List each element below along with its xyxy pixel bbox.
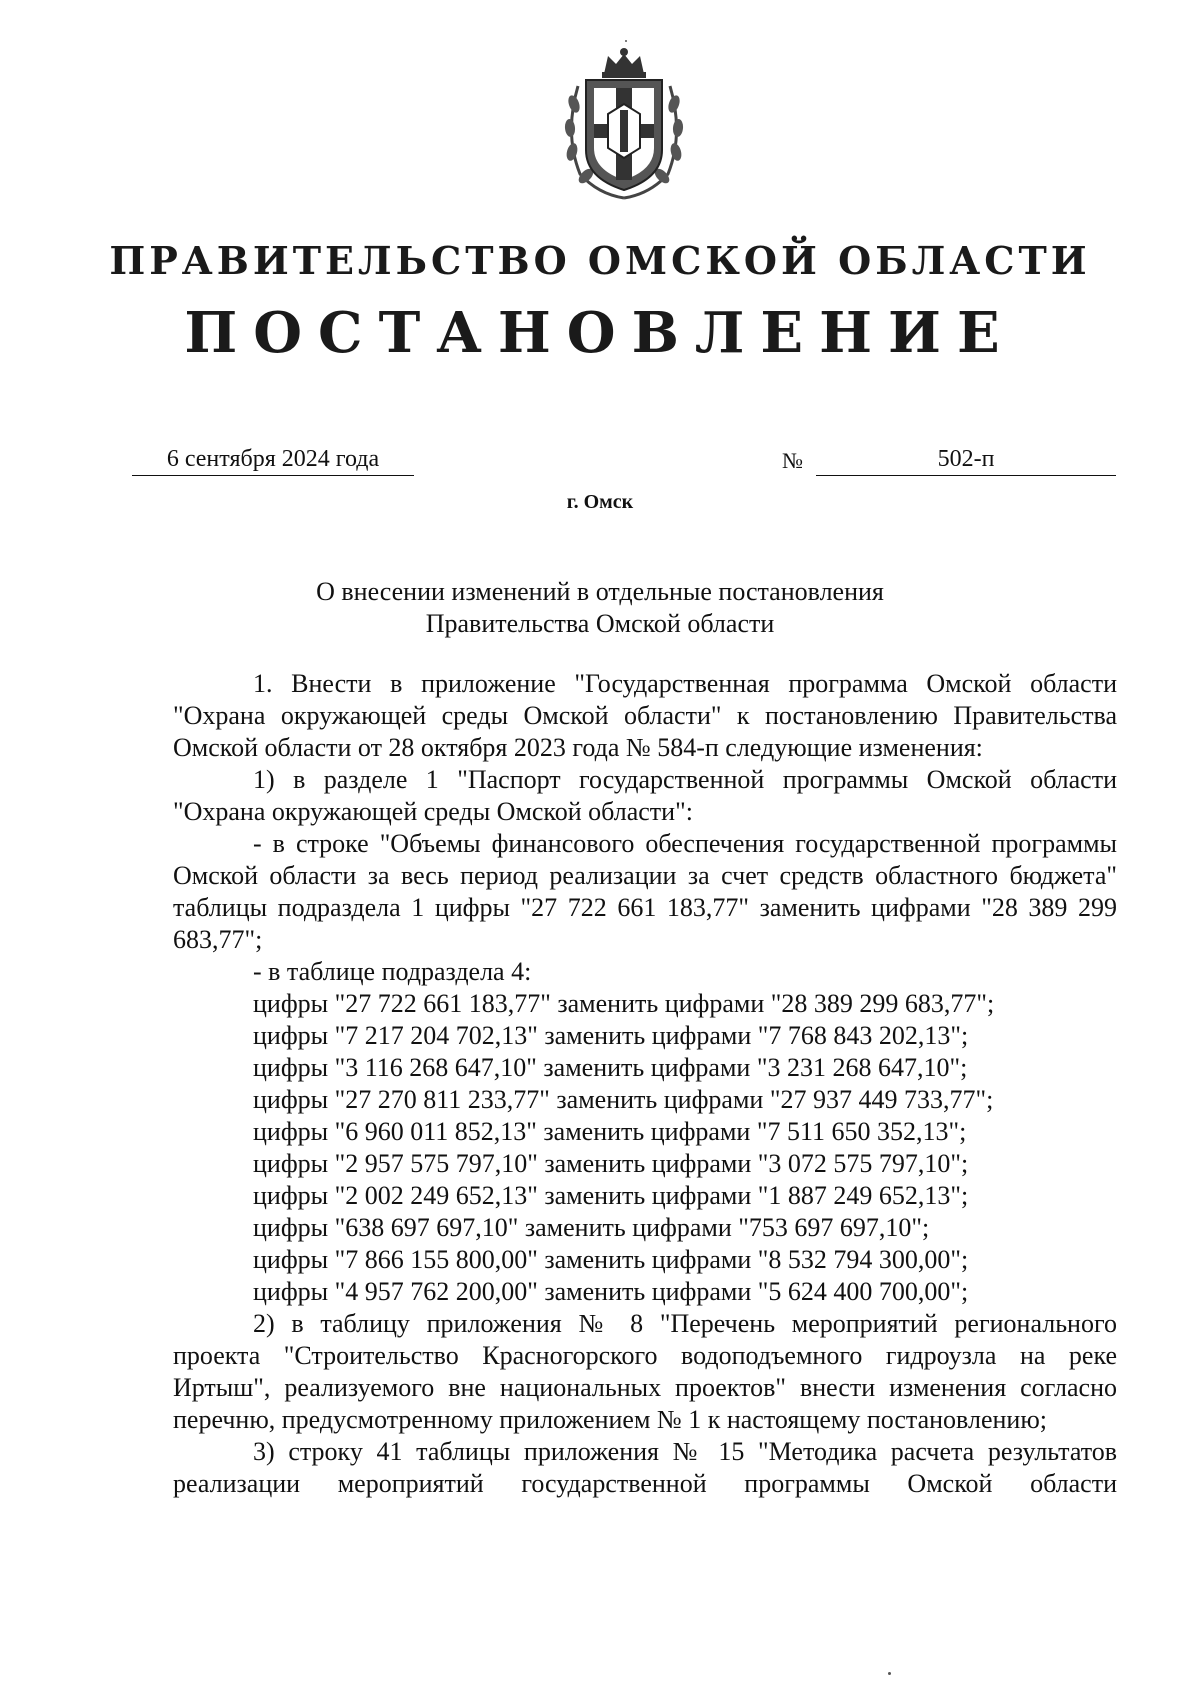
replacement-line: цифры "3 116 268 647,10" заменить цифрами "3 231 268 647,10"; [253, 1053, 968, 1082]
document-number: 502-п [816, 446, 1116, 476]
document-subject [0, 576, 1200, 640]
scan-speck [625, 40, 627, 42]
scan-speck [888, 1672, 891, 1675]
document-type-title: ПОСТАНОВЛЕНИЕ [184, 300, 1016, 366]
item-1-intro: 1. Внести в приложение "Государственная программа Омской области "Охрана окружающей среды Омской области" к постановлению Правительства Омской области от 28 октября 2023 года № 584-п следующие изменения: [173, 669, 1117, 762]
subject-line-2: Правительства Омской области [425, 609, 775, 638]
replacement-line: цифры "4 957 762 200,00" заменить цифрами "5 624 400 700,00"; [253, 1277, 969, 1306]
replacement-line: цифры "2 002 249 652,13" заменить цифрами "1 887 249 652,13"; [253, 1181, 969, 1210]
subitem-1-bullet-1: - в строке "Объемы финансового обеспечения государственной программы Омской области за весь период реализации за счет средств областного бюджета" таблицы подраздела 1 цифры "27 722 661 183,77" заменить цифрами "28 389 299 683,77"; [173, 829, 1117, 954]
document-date: 6 сентября 2024 года [132, 446, 414, 476]
government-title: ПРАВИТЕЛЬСТВО ОМСКОЙ ОБЛАСТИ [109, 238, 1091, 283]
city: г. Омск [566, 491, 634, 513]
subject-line-1: О внесении изменений в отдельные постановления [316, 577, 884, 606]
subitem-2: 2) в таблицу приложения № 8 "Перечень мероприятий регионального проекта "Строительство Красногорского водоподъемного гидроузла на реке Иртыш", реализуемого вне национальных проектов" внести изменения согласно перечню, предусмотренному приложением № 1 к настоящему постановлению; [173, 1309, 1117, 1434]
replacement-line: цифры "2 957 575 797,10" заменить цифрами "3 072 575 797,10"; [253, 1149, 969, 1178]
number-label: № [782, 448, 803, 473]
subitem-3: 3) строку 41 таблицы приложения № 15 "Методика расчета результатов реализации мероприятий государственной программы Омской области [173, 1437, 1117, 1498]
replacement-line: цифры "7 217 204 702,13" заменить цифрами "7 768 843 202,13"; [253, 1021, 969, 1050]
omsk-coat-of-arms-icon [560, 44, 688, 202]
replacement-line: цифры "27 722 661 183,77" заменить цифрами "28 389 299 683,77"; [253, 989, 995, 1018]
document-body [173, 668, 1117, 1500]
replacement-line: цифры "6 960 011 852,13" заменить цифрами "7 511 650 352,13"; [253, 1117, 967, 1146]
replacement-line: цифры "7 866 155 800,00" заменить цифрами "8 532 794 300,00"; [253, 1245, 969, 1274]
subitem-1-bullet-2: - в таблице подраздела 4: [253, 957, 532, 986]
subitem-1-intro: 1) в разделе 1 "Паспорт государственной программы Омской области "Охрана окружающей среды Омской области": [173, 765, 1117, 826]
replacement-line: цифры "638 697 697,10" заменить цифрами "753 697 697,10"; [253, 1213, 930, 1242]
replacement-line: цифры "27 270 811 233,77" заменить цифрами "27 937 449 733,77"; [253, 1085, 994, 1114]
